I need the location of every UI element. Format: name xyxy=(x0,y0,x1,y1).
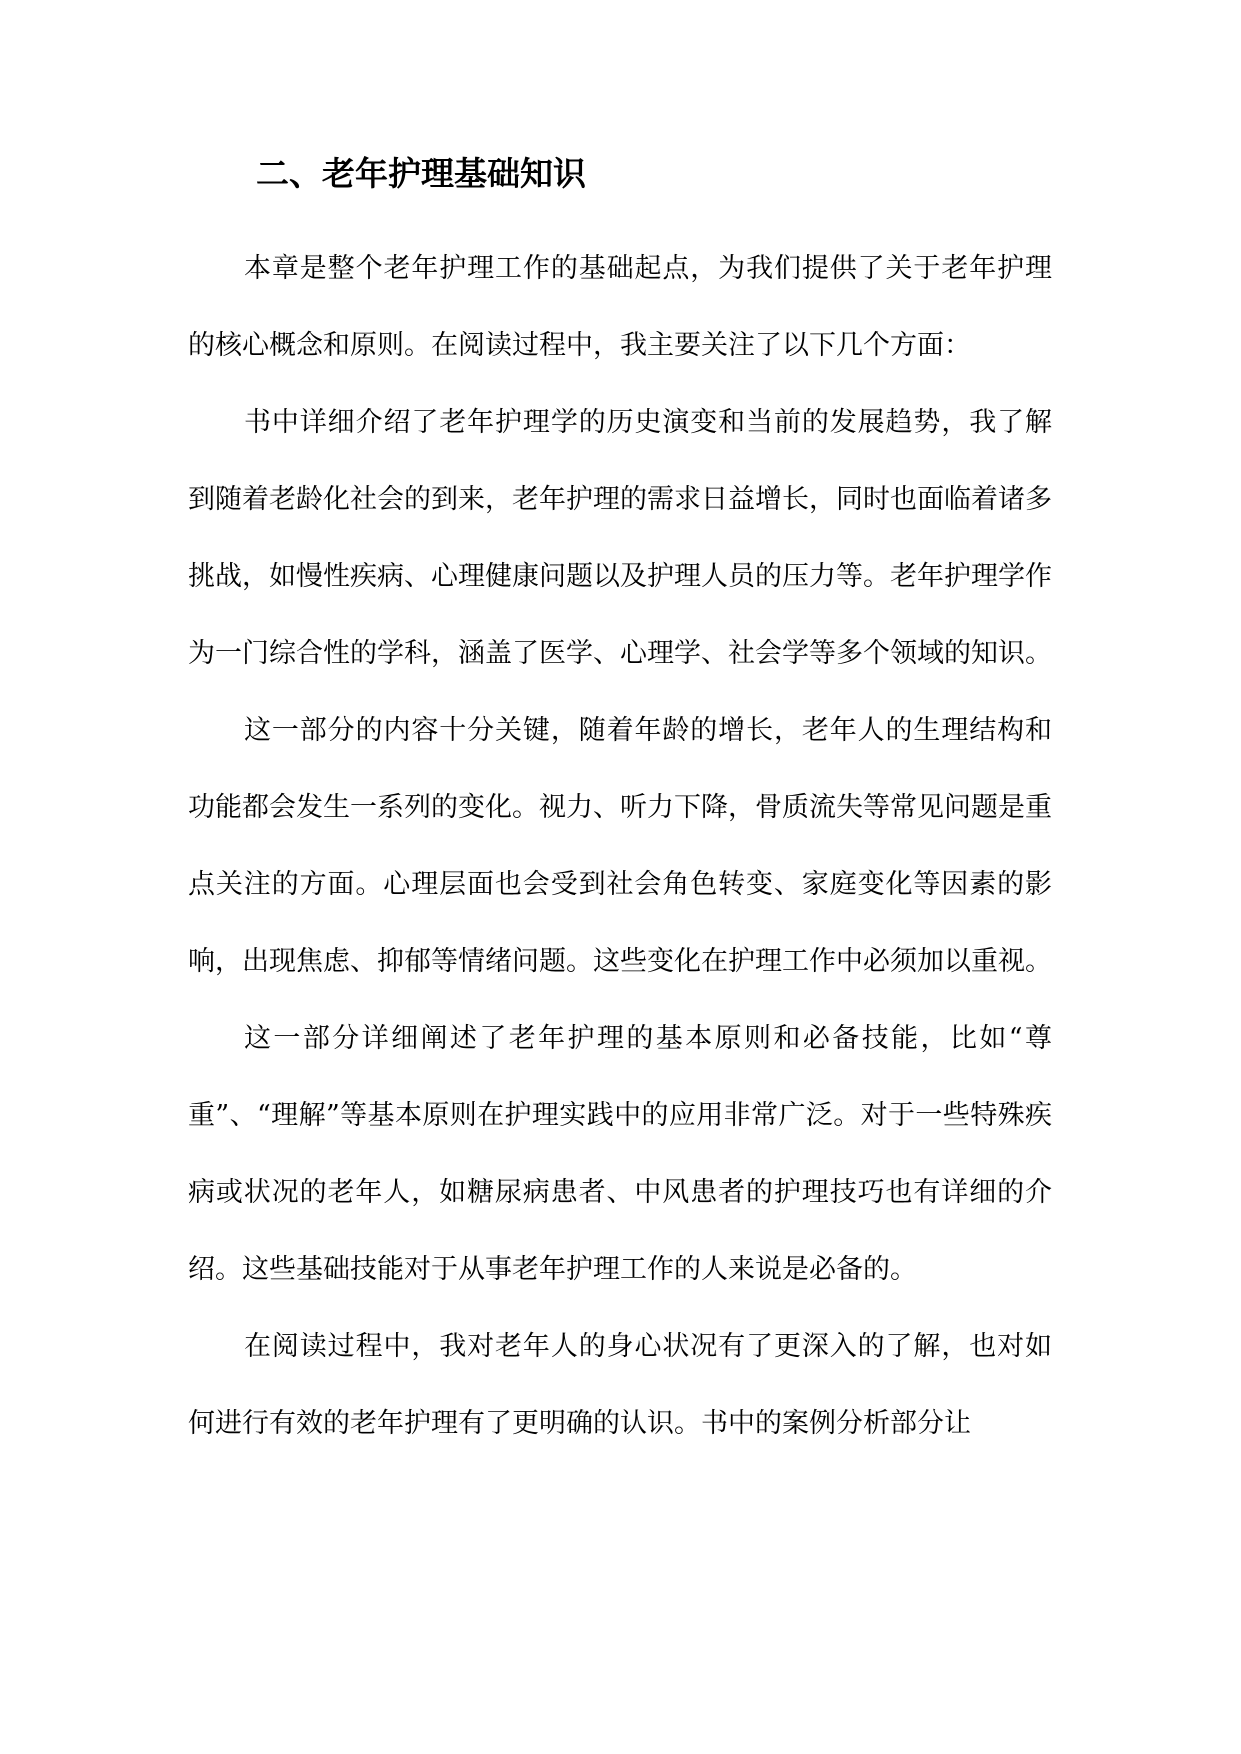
paragraph-reflection: 在阅读过程中，我对老年人的身心状况有了更深入的了解，也对如何进行有效的老年护理有了更明确的认识。书中的案例分析部分让 xyxy=(188,1331,1052,1439)
body-text xyxy=(188,230,1052,1462)
paragraph-intro: 本章是整个老年护理工作的基础起点，为我们提供了关于老年护理的核心概念和原则。在阅读过程中，我主要关注了以下几个方面： xyxy=(188,253,1052,361)
section-heading: 二、老年护理基础知识 xyxy=(256,154,586,193)
paragraph-principles: 这一部分详细阐述了老年护理的基本原则和必备技能，比如“尊重”、“理解”等基本原则在护理实践中的应用非常广泛。对于一些特殊疾病或状况的老年人，如糖尿病患者、中风患者的护理技巧也有详细的介绍。这些基础技能对于从事老年护理工作的人来说是必备的。 xyxy=(188,1023,1052,1285)
paragraph-history: 书中详细介绍了老年护理学的历史演变和当前的发展趋势，我了解到随着老龄化社会的到来，老年护理的需求日益增长，同时也面临着诸多挑战，如慢性疾病、心理健康问题以及护理人员的压力等。老年护理学作为一门综合性的学科，涵盖了医学、心理学、社会学等多个领域的知识。 xyxy=(188,407,1052,669)
paragraph-changes: 这一部分的内容十分关键，随着年龄的增长，老年人的生理结构和功能都会发生一系列的变化。视力、听力下降，骨质流失等常见问题是重点关注的方面。心理层面也会受到社会角色转变、家庭变化等因素的影响，出现焦虑、抑郁等情绪问题。这些变化在护理工作中必须加以重视。 xyxy=(188,715,1052,977)
